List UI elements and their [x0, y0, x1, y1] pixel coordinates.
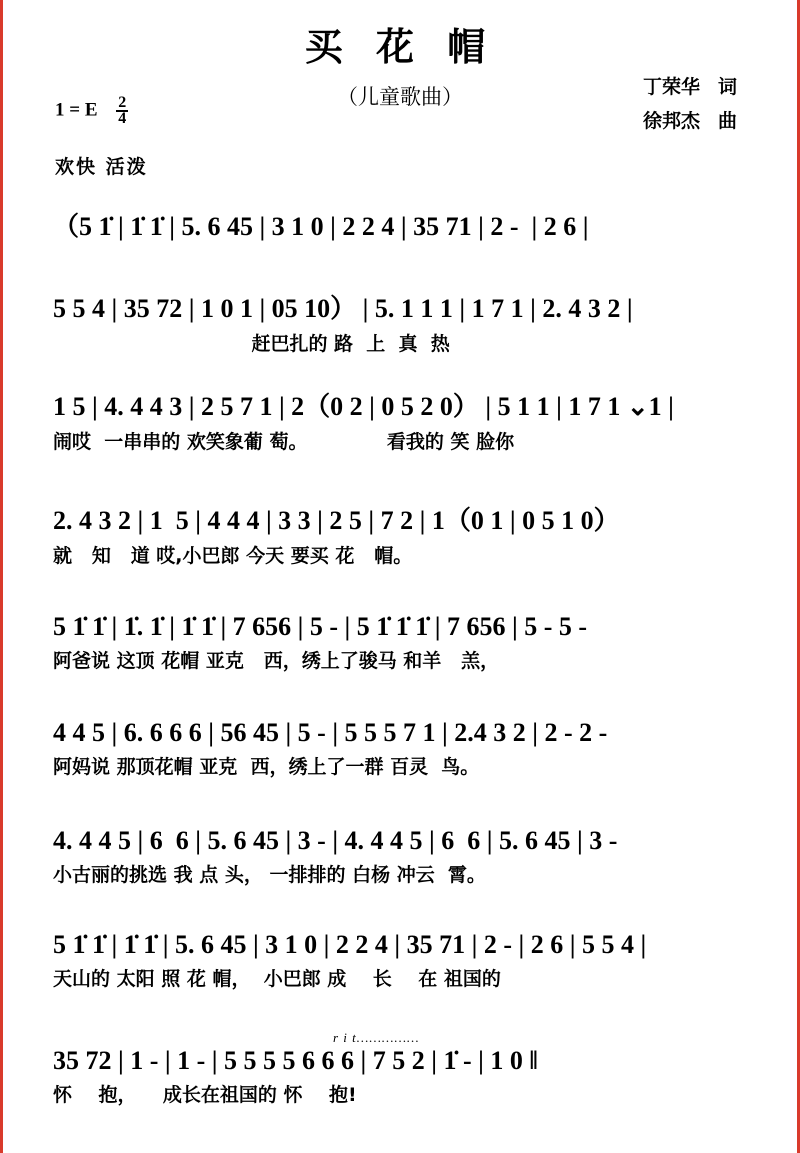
composer-line: [643, 104, 737, 138]
page-subtitle: （儿童歌曲）: [337, 85, 463, 109]
music-system-4: [3, 500, 797, 568]
lyricist-role: 词: [717, 76, 737, 98]
time-signature: [116, 96, 128, 126]
notation-line: 4. 4 4 5 | 6 6 | 5. 6 45 | 3 - | 4. 4 4 5 | 6 6 | 5. 6 45 | 3 -: [53, 826, 618, 855]
music-system-9: [3, 1030, 797, 1107]
lyrics-line: 怀 抱， 成长在祖国的 怀 抱!: [53, 1084, 357, 1106]
notation-line: 1 5 | 4. 4 4 3 | 2 5 7 1 | 2（0 2 | 0 5 2 0） | 5 1 1 | 1 7 1 ⌄1 |: [53, 392, 674, 421]
notation-line: 5 5 4 | 35 72 | 1 0 1 | 05 10） | 5. 1 1 1 | 1 7 1 | 2. 4 3 2 |: [53, 294, 633, 323]
lyricist-name: 丁荣华: [642, 76, 700, 98]
rit-expression: r i t……………: [333, 1030, 420, 1045]
notation-line: 35 72 | 1 - | 1 - | 5 5 5 5 6 6 6 | 7 5 2 | 1̇ - | 1 0 ‖: [53, 1046, 538, 1075]
credits: [643, 70, 737, 138]
notation-line: 2. 4 3 2 | 1 5 | 4 4 4 | 3 3 | 2 5 | 7 2 | 1（0 1 | 0 5 1 0）: [53, 506, 620, 535]
lyrics-line: 闹哎 一串串的 欢笑象葡 萄。 看我的 笑 脸你: [53, 431, 515, 453]
music-system-5: [3, 612, 797, 673]
music-system-1: [3, 206, 797, 243]
lyrics-line: 赶巴扎的 路 上 真 热: [53, 333, 450, 355]
page-title: 买 花 帽: [304, 25, 496, 69]
music-system-2: [3, 288, 797, 356]
music-system-6: [3, 718, 797, 779]
music-system-8: [3, 930, 797, 991]
tempo-marking: 欢快 活泼: [55, 156, 148, 178]
meter-numerator: 2: [118, 94, 127, 111]
composer-role: 曲: [717, 110, 737, 132]
lyrics-line: 阿爸说 这顶 花帽 亚克 西，绣上了骏马 和羊 羔，: [53, 650, 500, 672]
key-signature: [55, 96, 128, 126]
music-system-7: [3, 826, 797, 887]
lyrics-line: 就 知 道 哎,小巴郎 今天 要买 花 帽。: [53, 545, 413, 567]
key-text: 1 = E: [55, 99, 98, 121]
lyrics-line: 天山的 太阳 照 花 帽， 小巴郎 成 长 在 祖国的: [53, 968, 501, 990]
composer-name: 徐邦杰: [642, 110, 700, 132]
lyricist-line: [643, 70, 737, 104]
notation-line: （5 1̇ | 1̇ 1̇ | 5. 6 45 | 3 1 0 | 2 2 4 | 35 71 | 2 - | 2 6 |: [53, 212, 589, 241]
notation-line: 4 4 5 | 6. 6 6 6 | 56 45 | 5 - | 5 5 5 7 1 | 2.4 3 2 | 2 - 2 -: [53, 718, 608, 747]
meter-denominator: 4: [118, 110, 127, 127]
music-system-3: [3, 386, 797, 454]
notation-line: 5 1̇ 1̇ | 1̇ 1̇ | 5. 6 45 | 3 1 0 | 2 2 4 | 35 71 | 2 - | 2 6 | 5 5 4 |: [53, 930, 647, 959]
lyrics-line: 小古丽的挑选 我 点 头， 一排排的 白杨 冲云 霄。: [53, 864, 486, 886]
lyrics-line: 阿妈说 那顶花帽 亚克 西，绣上了一群 百灵 鸟。: [53, 756, 480, 778]
notation-line: 5 1̇ 1̇ | 1̇. 1̇ | 1̇ 1̇ | 7 656 | 5 - | 5 1̇ 1̇ 1̇ | 7 656 | 5 - 5 -: [53, 612, 588, 641]
